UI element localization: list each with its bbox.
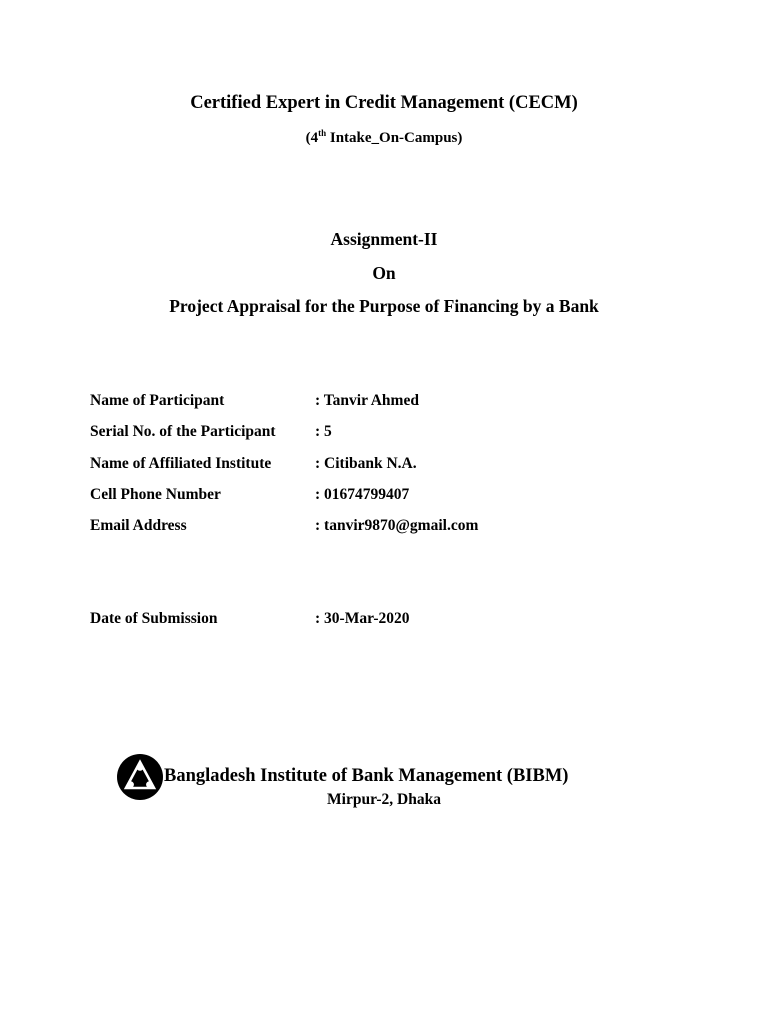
project-title: Project Appraisal for the Purpose of Financing by a Bank (169, 296, 599, 316)
detail-label: Date of Submission (90, 610, 218, 627)
detail-label: Name of Participant (90, 392, 225, 409)
detail-label: Email Address (90, 517, 187, 535)
program-title: Certified Expert in Credit Management (CECM) (190, 93, 578, 113)
detail-value: : tanvir9870@gmail.com (315, 517, 479, 535)
detail-value: : 30-Mar-2020 (315, 610, 410, 627)
detail-label: Name of Affiliated Institute (90, 454, 272, 472)
institute-name: Bangladesh Institute of Bank Management (BIBM) (164, 766, 569, 786)
detail-label: Serial No. of the Participant (90, 423, 276, 441)
detail-row-submission-date (90, 610, 590, 634)
intake-ordinal-suffix: th (318, 128, 327, 138)
detail-value: : Tanvir Ahmed (315, 392, 419, 409)
intake-subtitle (0, 130, 768, 147)
intake-rest: Intake_On-Campus) (326, 130, 463, 146)
detail-value: : 5 (315, 423, 332, 441)
detail-label: Cell Phone Number (90, 485, 221, 503)
institute-address-text: Mirpur-2, Dhaka (327, 791, 441, 808)
assignment-label: Assignment-II (330, 229, 438, 249)
detail-value: : 01674799407 (315, 485, 410, 503)
institute-address (0, 791, 768, 809)
assignment-on: On (372, 263, 396, 283)
intake-open: (4 (305, 130, 319, 146)
detail-value: : Citibank N.A. (315, 454, 417, 472)
